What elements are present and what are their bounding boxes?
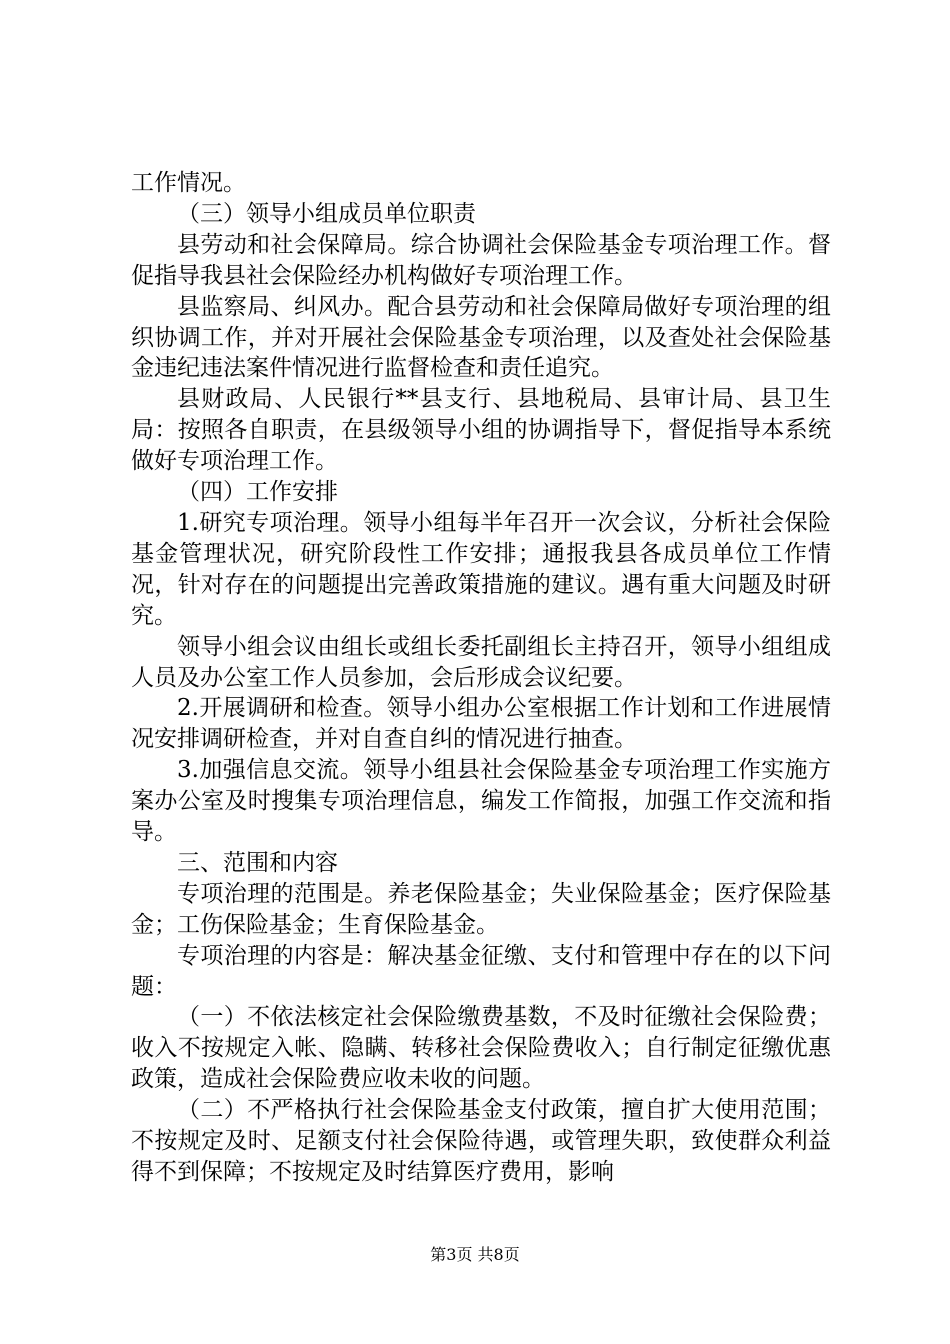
paragraph-continuation: 工作情况。: [131, 170, 246, 196]
paragraph: 县财政局、人民银行**县支行、县地税局、县审计局、县卫生局：按照各自职责，在县级领导小组的协调指导下，督促指导本系统做好专项治理工作。: [131, 386, 831, 475]
document-body: [131, 168, 831, 1188]
paragraph: 3.加强信息交流。领导小组县社会保险基金专项治理工作实施方案办公室及时搜集专项治理信息，编发工作简报，加强工作交流和指导。: [131, 757, 831, 846]
section-heading: （三）领导小组成员单位职责: [177, 200, 476, 227]
paragraph: 专项治理的内容是：解决基金征缴、支付和管理中存在的以下问题：: [131, 942, 831, 1000]
paragraph: 专项治理的范围是。养老保险基金；失业保险基金；医疗保险基金；工伤保险基金；生育保险基金。: [131, 880, 831, 938]
section-heading: （四）工作安排: [177, 479, 338, 506]
paragraph: 县监察局、纠风办。配合县劳动和社会保障局做好专项治理的组织协调工作，并对开展社会保险基金专项治理，以及查处社会保险基金违纪违法案件情况进行监督检查和责任追究。: [131, 293, 831, 382]
paragraph: 领导小组会议由组长或组长委托副组长主持召开，领导小组组成人员及办公室工作人员参加，会后形成会议纪要。: [131, 633, 831, 691]
paragraph: 2.开展调研和检查。领导小组办公室根据工作计划和工作进展情况安排调研检查，并对自查自纠的情况进行抽查。: [131, 695, 831, 753]
section-heading: 三、范围和内容: [177, 849, 338, 876]
paragraph: （一）不依法核定社会保险缴费基数，不及时征缴社会保险费；收入不按规定入帐、隐瞒、转移社会保险费收入；自行制定征缴优惠政策，造成社会保险费应收未收的问题。: [131, 1004, 831, 1093]
paragraph: （二）不严格执行社会保险基金支付政策，擅自扩大使用范围；不按规定及时、足额支付社会保险待遇，或管理失职，致使群众利益得不到保障；不按规定及时结算医疗费用，影响: [131, 1097, 831, 1185]
page-footer: 第3页 共8页: [430, 1245, 520, 1264]
paragraph: 县劳动和社会保障局。综合协调社会保险基金专项治理工作。督促指导我县社会保险经办机构做好专项治理工作。: [131, 231, 831, 289]
paragraph: 1.研究专项治理。领导小组每半年召开一次会议，分析社会保险基金管理状况，研究阶段性工作安排；通报我县各成员单位工作情况，针对存在的问题提出完善政策措施的建议。遇有重大问题及时研究。: [131, 509, 831, 629]
